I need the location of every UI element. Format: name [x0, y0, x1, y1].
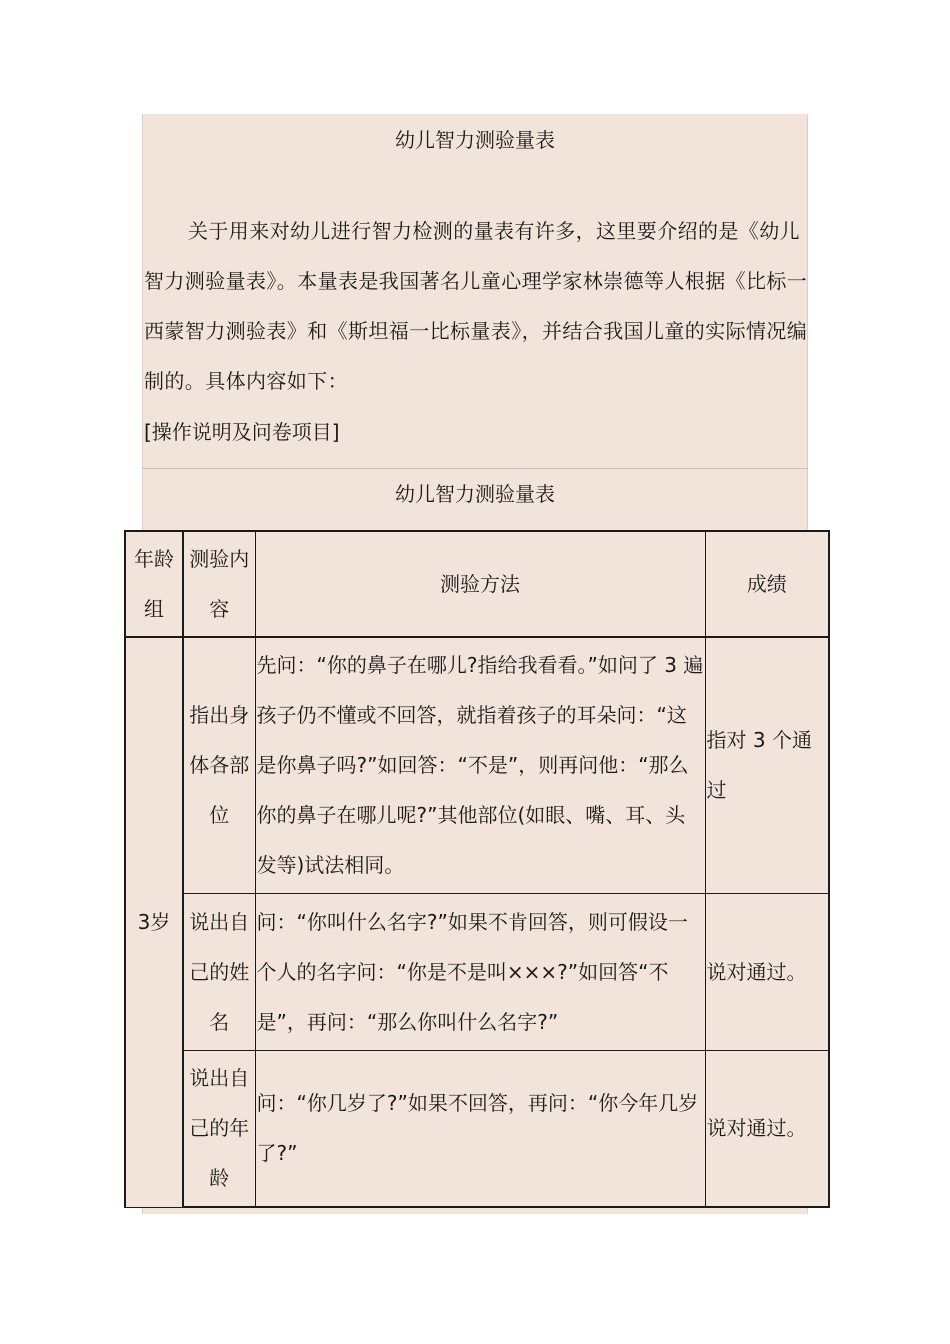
content-cell: 指出身体各部位 — [183, 637, 255, 893]
table-row — [125, 637, 829, 893]
table-row — [125, 893, 829, 1050]
header-method: 测验方法 — [255, 531, 705, 637]
test-table — [124, 530, 830, 1208]
section-heading: [操作说明及问卷项目] — [144, 420, 340, 444]
score-cell: 说对通过。 — [705, 893, 829, 1050]
score-cell: 说对通过。 — [705, 1050, 829, 1207]
content-cell: 说出自己的年龄 — [183, 1050, 255, 1207]
method-cell: 问：“你几岁了?”如果不回答，再问：“你今年几岁了?” — [255, 1050, 705, 1207]
divider — [142, 468, 808, 469]
document-title: 幼儿智力测验量表 — [395, 128, 555, 152]
header-age-group: 年龄组 — [125, 531, 183, 637]
method-cell: 问：“你叫什么名字?”如果不肯回答，则可假设一个人的名字问：“你是不是叫×××?”如回答“不是”，再问：“那么你叫什么名字?” — [255, 893, 705, 1050]
content-cell: 说出自己的姓名 — [183, 893, 255, 1050]
header-score: 成绩 — [705, 531, 829, 637]
table-header-row — [125, 531, 829, 637]
score-cell: 指对 3 个通过 — [705, 637, 829, 893]
header-content: 测验内容 — [183, 531, 255, 637]
age-group-cell: 3岁 — [125, 637, 183, 1207]
method-cell: 先问：“你的鼻子在哪儿?指给我看看。”如问了 3 遍孩子仍不懂或不回答，就指着孩子的耳朵问：“这是你鼻子吗?”如回答：“不是”，则再问他：“那么你的鼻子在哪儿呢?”其他部位(如眼、嘴、耳、头发等)试法相同。 — [255, 637, 705, 893]
table-title: 幼儿智力测验量表 — [395, 482, 555, 506]
table-row — [125, 1050, 829, 1207]
intro-paragraph: 关于用来对幼儿进行智力检测的量表有许多，这里要介绍的是《幼儿智力测验量表》。本量表是我国著名儿童心理学家林崇德等人根据《比标一西蒙智力测验表》和《斯坦福一比标量表》，并结合我国儿童的实际情况编制的。具体内容如下： — [144, 219, 808, 393]
